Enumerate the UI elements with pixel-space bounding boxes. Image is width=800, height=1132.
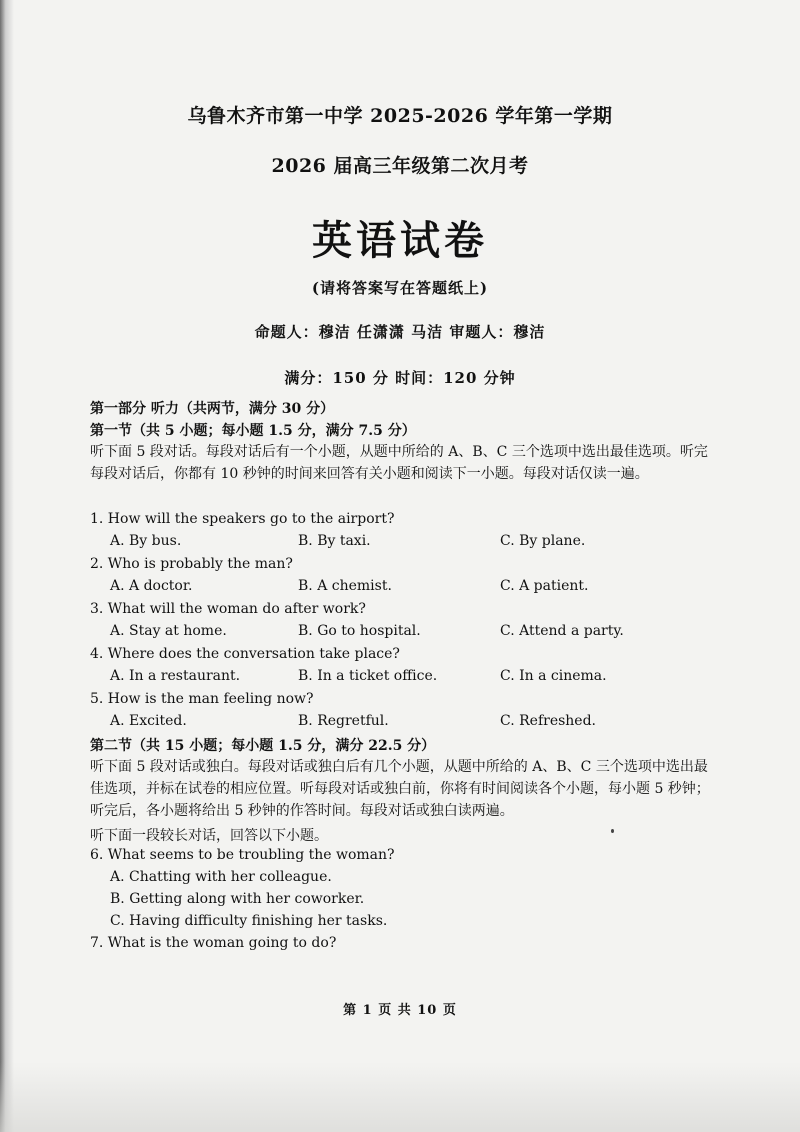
score-time-line: 满分：150 分 时间：120 分钟 (284, 369, 516, 387)
question-5-option-c: C. Refreshed. (500, 713, 596, 729)
school-term-heading: 乌鲁木齐市第一中学 2025-2026 学年第一学期 (187, 105, 613, 127)
question-1-option-c: C. By plane. (500, 533, 586, 549)
question-5-stem: 5. How is the man feeling now? (90, 691, 314, 707)
question-7-stem: 7. What is the woman going to do? (90, 935, 337, 951)
question-6-option-a: A. Chatting with her colleague. (110, 869, 332, 885)
exam-heading: 2026 届高三年级第二次月考 (271, 155, 529, 177)
question-6-stem: 6. What seems to be troubling the woman? (90, 847, 395, 863)
question-4-option-a: A. In a restaurant. (110, 668, 241, 684)
question-3-stem: 3. What will the woman do after work? (90, 601, 366, 617)
question-2-option-c: C. A patient. (500, 578, 589, 594)
section2-instructions: 听下面 5 段对话或独白。每段对话或独白后有几个小题，从题中所给的 A、B、C 三个选项中选出最佳选项，并标在试卷的相应位置。听每段对话或独白前，你将有时间阅读各个小题，每小题 5 秒钟；听完后，各小题将给出 5 秒钟的作答时间。每段对话或独白读两遍。 (90, 759, 710, 819)
answer-sheet-note: (请将答案写在答题纸上) (311, 279, 489, 297)
question-4-option-b: B. In a ticket office. (298, 668, 438, 684)
question-6-option-c: C. Having difficulty finishing her tasks. (110, 913, 388, 929)
question-1-option-b: B. By taxi. (298, 533, 371, 549)
question-4-option-c: C. In a cinema. (500, 668, 607, 684)
section2-heading: 第二节（共 15 小题；每小题 1.5 分，满分 22.5 分） (90, 738, 436, 754)
question-2-stem: 2. Who is probably the man? (90, 556, 293, 572)
page-number: 第 1 页 共 10 页 (343, 1003, 457, 1018)
section1-heading: 第一节（共 5 小题；每小题 1.5 分，满分 7.5 分） (90, 423, 416, 439)
question-1-stem: 1. How will the speakers go to the airport? (90, 511, 395, 527)
paper-title: 英语试卷 (312, 217, 488, 264)
section2-lead-in: 听下面一段较长对话，回答以下小题。 (90, 828, 328, 844)
question-5-option-b: B. Regretful. (298, 713, 389, 729)
question-3-option-b: B. Go to hospital. (298, 623, 421, 639)
page-bottom-shadow (0, 1062, 800, 1132)
section1-instructions: 听下面 5 段对话。每段对话后有一个小题，从题中所给的 A、B、C 三个选项中选出最佳选项。听完每段对话后，你都有 10 秒钟的时间来回答有关小题和阅读下一小题。每段对话仅读一遍。 (90, 444, 708, 482)
question-1-option-a: A. By bus. (110, 533, 182, 549)
question-2-option-b: B. A chemist. (298, 578, 392, 594)
question-3-option-c: C. Attend a party. (500, 623, 624, 639)
question-4-stem: 4. Where does the conversation take place? (90, 646, 400, 662)
question-6-option-b: B. Getting along with her coworker. (110, 891, 365, 907)
question-5-option-a: A. Excited. (110, 713, 187, 729)
question-3-option-a: A. Stay at home. (110, 623, 227, 639)
scan-speck (611, 829, 614, 833)
question-2-option-a: A. A doctor. (110, 578, 193, 594)
part1-heading: 第一部分 听力（共两节，满分 30 分） (90, 401, 335, 417)
setters-line: 命题人：穆洁 任潇潇 马洁 审题人：穆洁 (254, 323, 546, 341)
